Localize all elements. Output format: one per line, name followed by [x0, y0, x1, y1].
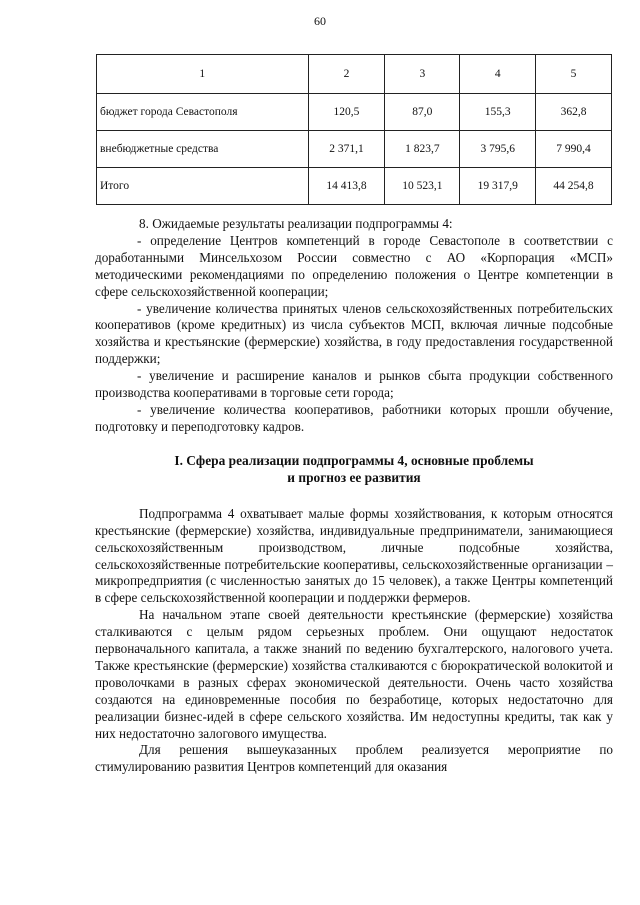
table-cell: 87,0: [385, 94, 460, 131]
section-heading-line: и прогноз ее развития: [287, 469, 421, 485]
table-row-label: бюджет города Севастополя: [97, 94, 309, 131]
results-item: - увеличение и расширение каналов и рынков сбыта продукции собственного производства кооперативами в торговые сети города;: [95, 368, 613, 401]
table-row-total: [97, 168, 612, 205]
table-cell: 14 413,8: [308, 168, 385, 205]
table-cell: 2 371,1: [308, 131, 385, 168]
table-cell: 155,3: [460, 94, 536, 131]
table-header-cell: 2: [308, 55, 385, 94]
table-header-cell: 3: [385, 55, 460, 94]
results-item: - увеличение количества кооперативов, работники которых прошли обучение, подготовку и переподготовку кадров.: [95, 401, 613, 434]
table-row-label: внебюджетные средства: [97, 131, 309, 168]
table-header-cell: 5: [536, 55, 612, 94]
results-item: - увеличение количества принятых членов сельскохозяйственных потребительских кооперативов (кроме кредитных) из числа субъектов МСП, включая личные подсобные хозяйства и крестьянские (фермерские) хозяйства, в году предоставления государственной поддержки;: [95, 300, 613, 367]
table-cell: 10 523,1: [385, 168, 460, 205]
section-heading: [95, 452, 613, 486]
funding-table: [96, 54, 612, 205]
table-header-row: [97, 55, 612, 94]
table-cell: 3 795,6: [460, 131, 536, 168]
table-row: [97, 94, 612, 131]
table-row-label: Итого: [97, 168, 309, 205]
table-header-cell: 1: [97, 55, 309, 94]
table-cell: 362,8: [536, 94, 612, 131]
body-paragraph: Подпрограмма 4 охватывает малые формы хозяйствования, к которым относятся крестьянские (фермерские) хозяйства, индивидуальные предприниматели, занимающиеся сельскохозяйственным производством, личные подсобные хозяйства, сельскохозяйственные потребительские кооперативы, сельскохозяйственные организации – микропредприятия (с численностью занятых до 15 человек), а также Центры компетенций в сфере сельскохозяйственной кооперации и поддержки фермеров.: [95, 505, 613, 606]
page-number: 60: [314, 14, 326, 28]
table-cell: 19 317,9: [460, 168, 536, 205]
section-heading-line: I. Сфера реализации подпрограммы 4, основные проблемы: [174, 452, 534, 468]
results-title: 8. Ожидаемые результаты реализации подпрограммы 4:: [139, 216, 453, 231]
table-row: [97, 131, 612, 168]
table-cell: 44 254,8: [536, 168, 612, 205]
body-paragraph: На начальном этапе своей деятельности крестьянские (фермерские) хозяйства сталкиваются с целым рядом серьезных проблем. Они ощущают недостаток первоначального капитала, а также знаний по ведению бухгалтерского, налогового учета. Также крестьянские (фермерские) хозяйства сталкиваются с бюрократической волокитой и проволочками в разных сферах экономической деятельности. Очень часто хозяйства создаются на единовременные пособия по безработице, которых недостаточно для реализации бизнес-идей в сфере сельского хозяйства. Им недоступны кредиты, так как у них недостаточно залогового имущества.: [95, 607, 613, 741]
table-cell: 1 823,7: [385, 131, 460, 168]
table-header-cell: 4: [460, 55, 536, 94]
results-item: - определение Центров компетенций в городе Севастополе в соответствии с доработанными Минсельхозом России совместно с АО «Корпорация «МСП» методическими рекомендациями по определению положения о Центре компетенции в сфере сельскохозяйственной кооперации;: [95, 232, 613, 299]
body-paragraph: Для решения вышеуказанных проблем реализуется мероприятие по стимулированию развития Центров компетенций для оказания: [95, 742, 613, 775]
table-cell: 120,5: [308, 94, 385, 131]
table-cell: 7 990,4: [536, 131, 612, 168]
document-body: [95, 216, 613, 776]
